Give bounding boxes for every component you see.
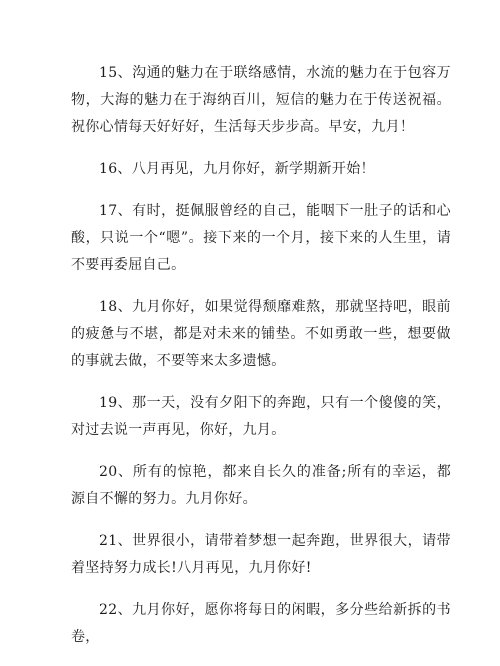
paragraph-17: 17、有时，挺佩服曾经的自己，能咽下一肚子的话和心酸，只说一个“嗯”。接下来的一个月，接下来的人生里，请不要再委屈自己。: [71, 203, 451, 273]
paragraph-15: 15、沟通的魅力在于联络感情，水流的魅力在于包容万物，大海的魅力在于海纳百川，短信的魅力在于传送祝福。祝你心情每天好好好，生活每天步步高。早安，九月！: [71, 65, 451, 135]
article-body: [71, 60, 451, 666]
paragraph-20: 20、所有的惊艳，都来自长久的准备;所有的幸运，都源自不懈的努力。九月你好。: [71, 464, 451, 507]
paragraph-22: 22、九月你好，愿你将每日的闲暇，多分些给新拆的书卷，: [71, 602, 451, 645]
paragraph-18: 18、九月你好，如果觉得颓靡难熬，那就坚持吧，眼前的疲惫与不堪，都是对未来的铺垫。不如勇敢一些，想要做的事就去做，不要等来太多遗憾。: [71, 299, 451, 369]
paragraph-19: 19、那一天，没有夕阳下的奔跑，只有一个傻傻的笑，对过去说一声再见，你好，九月。: [71, 395, 451, 438]
paragraph-16: 16、八月再见，九月你好，新学期新开始！: [99, 161, 375, 177]
paragraph-21: 21、世界很小，请带着梦想一起奔跑，世界很大，请带着坚持努力成长!八月再见，九月你好!: [71, 533, 451, 576]
